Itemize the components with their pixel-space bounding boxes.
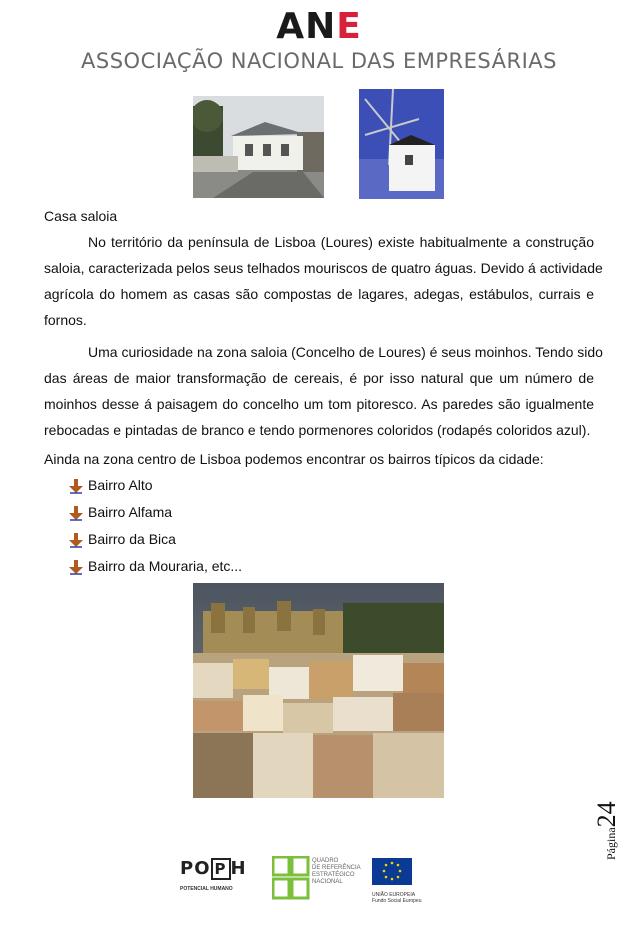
qren-line-3: ESTRATÉGICO (312, 872, 355, 878)
ane-logo-text: ASSOCIAÇÃO NACIONAL DAS EMPRESÁRIAS (81, 49, 557, 73)
eu-line-2: Fundo Social Europeu (372, 898, 422, 904)
para1-line-2: saloia, caracterizada pelos seus telhados mouriscos de quatro águas. Devido á actividade (44, 260, 603, 276)
list-item (68, 472, 153, 498)
arrow-down-bullet-icon (68, 478, 84, 494)
para1-line-3: agrícola do homem as casas são compostas de lagares, adegas, estábulos, currais e (44, 286, 594, 302)
page-number (592, 780, 632, 860)
lisbon-cityscape-photo (193, 583, 444, 798)
poph-logo: PO P H POTENCIAL HUMANO (180, 858, 262, 902)
arrow-down-bullet-icon (68, 559, 84, 575)
qren-logo (272, 856, 362, 904)
list-intro (44, 446, 594, 472)
bairro-bica: Bairro da Bica (88, 531, 176, 547)
paragraph-1 (44, 229, 603, 333)
poph-label: POTENCIAL HUMANO (180, 886, 233, 892)
para2-line-1: Uma curiosidade na zona saloia (Concelho de Loures) é seus moinhos. Tendo sido (88, 344, 603, 360)
page-label: Página (604, 827, 618, 860)
qren-line-1: QUADRO (312, 858, 339, 864)
bairro-mouraria: Bairro da Mouraria, etc... (88, 558, 243, 574)
eu-logo (372, 858, 438, 904)
para1-line-1: No território da península de Lisboa (Loures) existe habitualmente a construção (88, 234, 594, 250)
para2-line-4: rebocadas e pintadas de branco e tendo pormenores coloridos (rodapés coloridos azul). (44, 422, 591, 438)
list-item (68, 553, 242, 579)
qren-mark-icon (272, 856, 310, 900)
eu-flag-icon (372, 858, 412, 885)
bairro-alto: Bairro Alto (88, 477, 153, 493)
ane-logo-mark (0, 6, 638, 47)
page-number-value: 24 (592, 801, 621, 828)
list-item (68, 526, 176, 552)
list-item (68, 499, 172, 525)
list-intro-text: Ainda na zona centro de Lisboa podemos encontrar os bairros típicos da cidade: (44, 451, 544, 467)
arrow-down-bullet-icon (68, 505, 84, 521)
paragraph-2 (44, 339, 603, 443)
para1-line-4: fornos. (44, 312, 87, 328)
para2-line-3: moinhos desse á paisagem do concelho um tom pitoresco. As paredes são igualmente (44, 396, 594, 412)
para2-line-2: das áreas de maior transformação de cereais, é por isso natural que um número de (44, 370, 594, 386)
windmill-photo (359, 89, 444, 199)
bairro-alfama: Bairro Alfama (88, 504, 173, 520)
logo-mark-prefix: AN (276, 6, 337, 47)
qren-line-2: DE REFERÊNCIA (312, 865, 361, 871)
footer-logos (180, 856, 440, 904)
eu-line-1: UNIÃO EUROPEIA (372, 892, 416, 898)
qren-line-4: NACIONAL (312, 879, 343, 885)
saloia-house-photo (193, 96, 324, 198)
heading-casa-saloia (44, 203, 594, 229)
heading-text: Casa saloia (44, 208, 118, 224)
logo-mark-suffix: E (336, 6, 362, 47)
arrow-down-bullet-icon (68, 532, 84, 548)
